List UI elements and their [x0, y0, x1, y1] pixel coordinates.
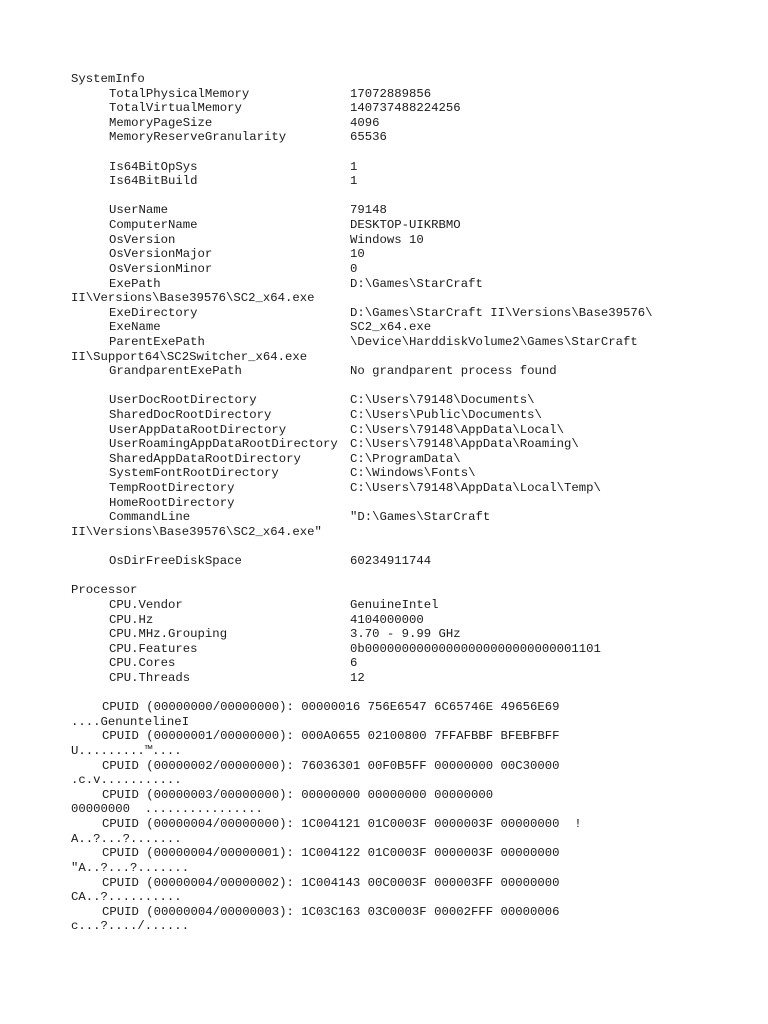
cpuid-ascii: 00000000 ................: [71, 802, 263, 817]
info-key: Is64BitOpSys: [109, 159, 198, 174]
info-key: OsDirFreeDiskSpace: [109, 554, 242, 569]
info-row-exepath: [71, 277, 761, 292]
info-key: UserName: [109, 203, 169, 218]
info-key: CPU.MHz.Grouping: [109, 627, 228, 642]
info-value: C:\Users\79148\AppData\Local\: [350, 422, 565, 437]
info-row-is64bitopsys: [71, 160, 761, 175]
cpuid-line: CPUID (00000004/00000000): 1C004121 01C0003F 0000003F 00000000 !: [102, 817, 582, 832]
info-row-parentexepath: [71, 335, 761, 350]
info-key: UserAppDataRootDirectory: [109, 422, 287, 437]
info-row-cpu-hz: [71, 613, 761, 628]
info-key: TempRootDirectory: [109, 481, 235, 496]
info-value: 65536: [350, 130, 387, 145]
cpuid-line: CPUID (00000002/00000000): 76036301 00F0B5FF 00000000 00C30000: [102, 758, 560, 773]
info-key: GrandparentExePath: [109, 364, 242, 379]
info-row-sharedappdatarootdirectory: [71, 452, 761, 467]
info-value: 10: [350, 247, 365, 262]
info-value: "D:\Games\StarCraft: [350, 510, 491, 525]
info-key: CPU.Threads: [109, 670, 191, 685]
info-value: GenuineIntel: [350, 597, 439, 612]
blank-line: [71, 189, 761, 204]
info-value: 140737488224256: [350, 101, 461, 116]
cpuid-line: CPUID (00000003/00000000): 00000000 00000000 00000000: [102, 787, 494, 802]
info-value: 4104000000: [350, 612, 424, 627]
info-value: DESKTOP-UIKRBMO: [350, 218, 461, 233]
info-row-userdocrootdirectory: [71, 393, 761, 408]
cpuid-line: CPUID (00000004/00000003): 1C03C163 03C0003F 00002FFF 00000006: [102, 904, 560, 919]
cpuid-line: CPUID (00000001/00000000): 000A0655 02100800 7FFAFBBF BFEBFBFF: [102, 729, 560, 744]
info-value: SC2_x64.exe: [350, 320, 432, 335]
info-value: C:\Windows\Fonts\: [350, 466, 476, 481]
cpuid-ascii: c...?..../......: [71, 919, 190, 934]
info-key: SharedAppDataRootDirectory: [109, 451, 301, 466]
info-key: MemoryReserveGranularity: [109, 130, 287, 145]
info-row-homerootdirectory: [71, 496, 761, 511]
info-key: SystemFontRootDirectory: [109, 466, 279, 481]
info-key: ExeName: [109, 320, 161, 335]
info-row-grandparentexepath: [71, 364, 761, 379]
info-key: ExeDirectory: [109, 305, 198, 320]
info-value: 79148: [350, 203, 387, 218]
info-row-is64bitbuild: [71, 174, 761, 189]
info-key: ExePath: [109, 276, 161, 291]
info-value: \Device\HarddiskVolume2\Games\StarCraft: [350, 334, 638, 349]
blank-line: [71, 569, 761, 584]
blank-line: [71, 145, 761, 160]
cpuid-line: CPUID (00000004/00000001): 1C004122 01C0003F 0000003F 00000000: [102, 846, 560, 861]
cpuid-ascii: U.........™....: [71, 744, 182, 759]
info-value: 6: [350, 656, 358, 671]
blank-line: [71, 379, 761, 394]
info-row-temprootdirectory: [71, 481, 761, 496]
info-key: CommandLine: [109, 510, 191, 525]
info-value: C:\Users\79148\AppData\Roaming\: [350, 437, 579, 452]
info-key: CPU.Features: [109, 641, 198, 656]
info-row-cpu-cores: [71, 656, 761, 671]
info-row-memoryreservegranularity: [71, 130, 761, 145]
info-row-cpu-vendor: [71, 598, 761, 613]
cpuid-line: CPUID (00000000/00000000): 00000016 756E6547 6C65746E 49656E69: [102, 700, 560, 715]
info-row-cpu-threads: [71, 671, 761, 686]
info-row-osdirfreediskspace: [71, 554, 761, 569]
cpuid-ascii: "A..?...?.......: [71, 860, 190, 875]
info-value: 3.70 - 9.99 GHz: [350, 627, 461, 642]
cpuid-ascii: .c.v...........: [71, 773, 182, 788]
info-row-osversion: [71, 233, 761, 248]
info-key: SharedDocRootDirectory: [109, 408, 272, 423]
info-row-computername: [71, 218, 761, 233]
info-value: D:\Games\StarCraft: [350, 276, 483, 291]
info-key: ParentExePath: [109, 334, 205, 349]
info-key: UserRoamingAppDataRootDirectory: [109, 437, 338, 452]
info-value: C:\Users\79148\Documents\: [350, 393, 535, 408]
info-key: MemoryPageSize: [109, 115, 213, 130]
info-value: C:\ProgramData\: [350, 451, 461, 466]
info-value: 0b00000000000000000000000000001101: [350, 641, 601, 656]
system-info-log: [71, 72, 761, 934]
blank-line: [71, 686, 761, 701]
info-row-osversionmajor: [71, 247, 761, 262]
info-value: 17072889856: [350, 86, 432, 101]
info-value: C:\Users\Public\Documents\: [350, 408, 542, 423]
info-row-totalphysicalmemory: [71, 87, 761, 102]
info-row-username: [71, 203, 761, 218]
info-value: No grandparent process found: [350, 364, 557, 379]
blank-line: [71, 540, 761, 555]
info-key: OsVersionMajor: [109, 247, 213, 262]
info-row-osversionminor: [71, 262, 761, 277]
info-key: CPU.Hz: [109, 612, 154, 627]
info-row-exedirectory: [71, 306, 761, 321]
info-value-wrap: II\Versions\Base39576\SC2_x64.exe": [71, 524, 322, 539]
info-key: HomeRootDirectory: [109, 495, 235, 510]
info-value: 1: [350, 174, 358, 189]
cpuid-ascii: ....GenuntelineI: [71, 714, 190, 729]
info-value: D:\Games\StarCraft II\Versions\Base39576\: [350, 305, 653, 320]
info-key: OsVersionMinor: [109, 261, 213, 276]
cpuid-ascii: A..?...?.......: [71, 831, 182, 846]
info-value-wrap: II\Support64\SC2Switcher_x64.exe: [71, 349, 308, 364]
info-value: 60234911744: [350, 554, 432, 569]
info-row-totalvirtualmemory: [71, 101, 761, 116]
info-key: TotalVirtualMemory: [109, 101, 242, 116]
info-value: 1: [350, 159, 358, 174]
cpuid-ascii: CA..?..........: [71, 890, 182, 905]
info-key: Is64BitBuild: [109, 174, 198, 189]
info-value: 12: [350, 670, 365, 685]
info-key: TotalPhysicalMemory: [109, 86, 250, 101]
info-value: 4096: [350, 115, 380, 130]
info-value: Windows 10: [350, 232, 424, 247]
section-title-processor: Processor: [71, 583, 138, 598]
info-row-memorypagesize: [71, 116, 761, 131]
info-key: OsVersion: [109, 232, 176, 247]
info-row-cpu-features: [71, 642, 761, 657]
info-row-shareddocrootdirectory: [71, 408, 761, 423]
info-value: C:\Users\79148\AppData\Local\Temp\: [350, 481, 601, 496]
info-key: CPU.Vendor: [109, 597, 183, 612]
info-key: ComputerName: [109, 218, 198, 233]
info-row-cpu-mhz-grouping: [71, 627, 761, 642]
cpuid-line: CPUID (00000004/00000002): 1C004143 00C0003F 000003FF 00000000: [102, 875, 560, 890]
info-key: UserDocRootDirectory: [109, 393, 257, 408]
info-key: CPU.Cores: [109, 656, 176, 671]
info-value: 0: [350, 261, 358, 276]
info-row-systemfontrootdirectory: [71, 466, 761, 481]
info-row-userappdatarootdirectory: [71, 423, 761, 438]
section-title-systeminfo: SystemInfo: [71, 72, 145, 86]
info-row-userroamingappdatarootdirectory: [71, 437, 761, 452]
info-value-wrap: II\Versions\Base39576\SC2_x64.exe: [71, 291, 315, 306]
info-row-exename: [71, 320, 761, 335]
info-row-commandline: [71, 510, 761, 525]
